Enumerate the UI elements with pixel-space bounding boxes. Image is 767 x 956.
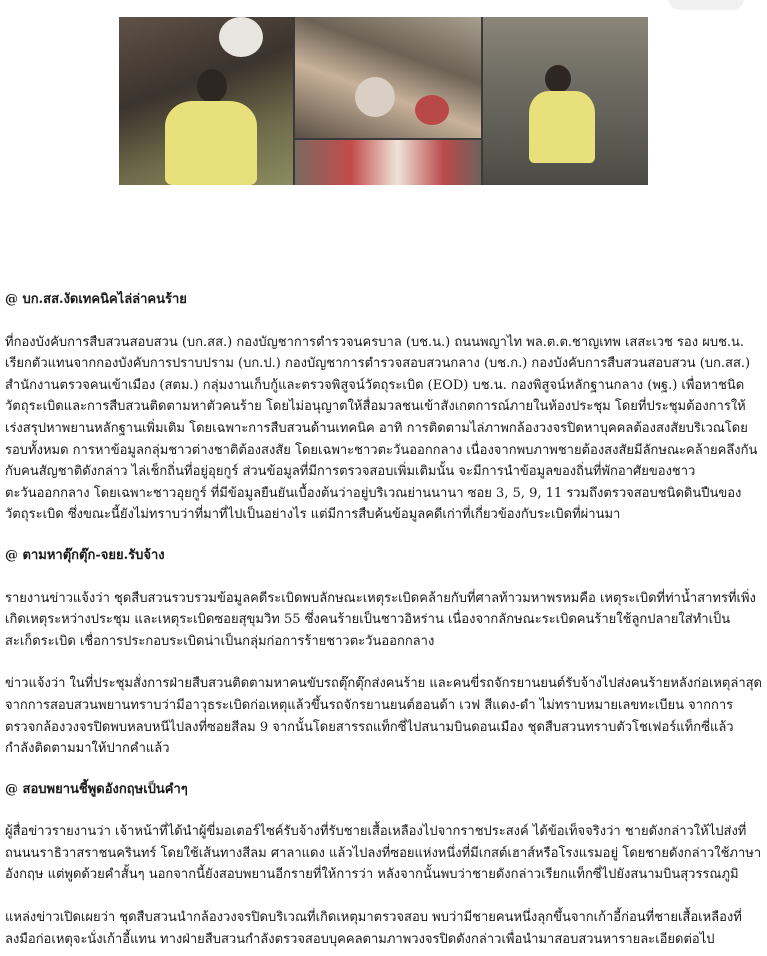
crowd-face-shape (355, 77, 395, 117)
crowd-figure-shape (415, 95, 449, 125)
section-heading: @ บก.สส.งัดเทคนิคไล่ล่าคนร้าย (5, 292, 187, 307)
cctv-photo-crowd (295, 17, 481, 138)
bystander-shape (219, 17, 263, 57)
yellow-shirt-shape (165, 101, 257, 185)
article-paragraph: ผู้สื่อข่าวรายงานว่า เจ้าหน้าที่ได้นำผู้ขี่มอเตอร์ไซค์รับจ้างที่รับชายเสื้อเหลืองไปจากราชประสงค์ ได้ข้อเท็จจริงว่า ชายดังกล่าวให้ไปส่งที่ถนนนราธิวาสราชนครินทร์ โดยใช้เส้นทางสีลม ศาลาแดง แล้วไปลงที่ซอยแห่งหนึ่งที่มีเกสต์เฮาส์หรือโรงแรมอยู่ โดยชายดังกล่าวใช้ภาษาอังกฤษ แต่พูดด้วยคำสั้นๆ นอกจากนี้ยังสอบพยานอีกรายที่ให้การว่า หลังจากนั้นพบว่าชายดังกล่าวเรียกแท็กซี่ไปยังสนามบินสุวรรณภูมิ (5, 824, 762, 883)
article-paragraph: แหล่งข่าวเปิดเผยว่า ชุดสืบสวนนำกล้องวงจรปิดบริเวณที่เกิดเหตุมาตรวจสอบ พบว่ามีชายคนหนึ่งลุกขึ้นจากเก้าอี้ก่อนที่ชายเสื้อเหลืองที่ลงมือก่อเหตุจะนั่งเก้าอี้แทน ทางฝ่ายสืบสวนกำลังตรวจสอบบุคคลตามภาพวงจรปิดดังกล่าวเพื่อนำมาสอบสวนหารายละเอียดต่อไป (5, 910, 742, 947)
cctv-photo-suspect-yellow-shirt (119, 17, 293, 185)
article-paragraph: รายงานข่าวแจ้งว่า ชุดสืบสวนรวบรวมข้อมูลคดีระเบิดพบลักษณะเหตุระเบิดคล้ายกับที่ศาลท้าวมหาพรหมคือ เหตุระเบิดที่ท่าน้ำสาทรที่เพิ่งเกิดเหตุระหว่างประชุม และเหตุระเบิดซอยสุขุมวิท 55 ซึ่งคนร้ายเป็นชาวอิหร่าน เนื่องจากลักษณะระเบิดคนร้ายใช้ลูกปลายใส่ทำเป็นสะเก็ดระเบิด เชื่อการประกอบระเบิดน่าเป็นกลุ่มก่อการร้ายชาวตะวันออกกลาง (5, 590, 756, 649)
walking-suspect-head-shape (545, 65, 571, 93)
article-paragraph: ที่กองบังคับการสืบสวนสอบสวน (บก.สส.) กองบัญชาการตำรวจนครบาล (บช.น.) ถนนพญาไท พล.ต.ต.ชาญเทพ เสสะเวช รอง ผบช.น. เรียกตัวแทนจากกองบังคับการปราบปราม (บก.ป.) กองบัญชาการตำรวจสอบสวนกลาง (บช.ก.) กองบังคับการสืบสวนสอบสวน (บก.สส.) สำนักงานตรวจคนเข้าเมือง (สตม.) กลุ่มงานเก็บกู้และตรวจพิสูจน์วัตถุระเบิด (EOD) บช.น. กองพิสูจน์หลักฐานกลาง (พฐ.) เพื่อหาชนิดวัตถุระเบิดและการสืบสวนติดตามหาตัวคนร้าย โดยไม่อนุญาตให้สื่อมวลชนเข้าสังเกตการณ์ภายในห้องประชุม โดยที่ประชุมต้องการให้เร่งสรุปหาพยานหลักฐานเพิ่มเติม โดยเฉพาะการสืบสวนด้านเทคนิค อาทิ การติดตามไล่ภาพกล้องวงจรปิดหาบุคคลต้องสงสัยบริเวณโดยรอบทั้งหมด การหาข้อมูลกลุ่มชาวต่างชาติต้องสงสัย โดยเฉพาะชาวตะวันออกกลาง เนื่องจากพบภาพชายต้องสงสัยมีลักษณะคล้ายคลึงกันกับคนสัญชาติดังกล่าว ไล่เช็กถิ่นที่อยู่อุยกูร์ ส่วนข้อมูลที่มีการตรวจสอบเพิ่มเติมนั้น จะมีการนำข้อมูลของถิ่นที่พักอาศัยของชาวตะวันออกกลาง โดยเฉพาะชาวอุยกูร์ ที่มีข้อมูลยืนยันเบื้องต้นว่าอยู่บริเวณย่านนานา ซอย 3, 5, 9, 11 รวมถึงตรวจสอบชนิดดินปืนของวัตถุระเบิด ซึ่งขณะนี้ยังไม่ทราบว่าที่มาที่ไปเป็นอย่างไร แต่มีการสืบค้นข้อมูลคดีเก่าที่เกี่ยวข้องกับระเบิดที่ผ่านมา (5, 334, 758, 523)
article-paragraph: ข่าวแจ้งว่า ในที่ประชุมสั่งการฝ่ายสืบสวนติดตามหาคนขับรถตุ๊กตุ๊กส่งคนร้าย และคนขี่รถจักรยานยนต์รับจ้างไปส่งคนร้ายหลังก่อเหตุล่าสุด จากการสอบสวนพยานทราบว่ามีอาวุธระเบิดก่อเหตุแล้วขึ้นรถจักรยานยนต์ฮอนด้า เวฟ สีแดง-ดำ ไม่ทราบหมายเลขทะเบียน จากการตรวจกล้องวงจรปิดพบหลบหนีไปลงที่ซอยสีลม 9 จากนั้นโดยสารรถแท็กซี่ไปสนามบินดอนเมือง ชุดสืบสวนทราบตัวโชเฟอร์แท็กซี่แล้ว กำลังติดตามมาให้ปากคำแล้ว (5, 676, 763, 757)
walking-yellow-shirt-shape (529, 91, 595, 163)
section-heading: @ ตามหาตุ๊กตุ๊ก-จยย.รับจ้าง (5, 547, 165, 563)
suspect-head-shape (197, 69, 227, 103)
top-scroll-pill (668, 0, 744, 10)
cctv-photo-crowd-closeup (295, 140, 481, 185)
article-body (5, 289, 762, 950)
cctv-photo-strip (119, 17, 648, 185)
cctv-photo-suspect-walking (483, 17, 648, 185)
section-heading: @ สอบพยานชี้พูดอังกฤษเป็นคำๆ (5, 781, 188, 797)
